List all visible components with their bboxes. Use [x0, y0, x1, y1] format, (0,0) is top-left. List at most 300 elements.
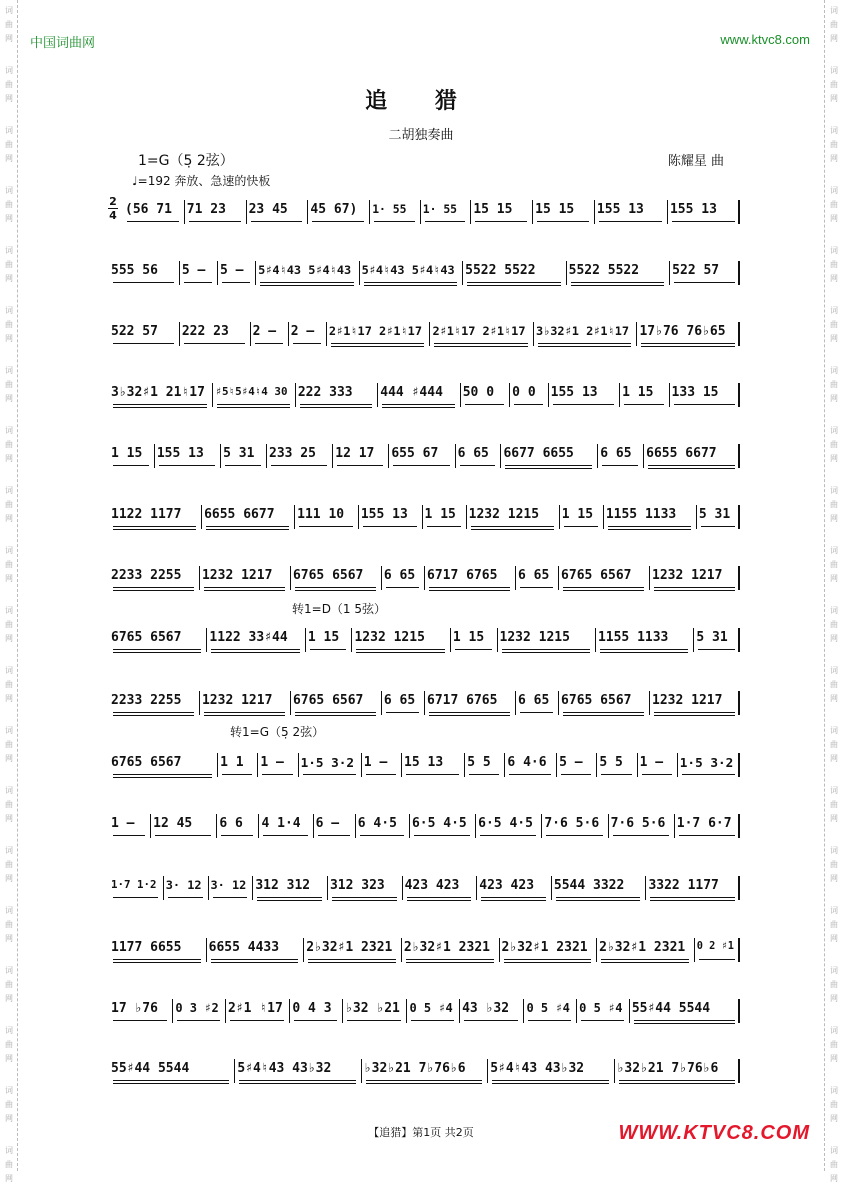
barline: [541, 814, 542, 838]
measure: 2♭32♯1 2321: [306, 940, 398, 968]
barline: [220, 444, 221, 468]
barline: [327, 876, 328, 900]
barline: [515, 566, 516, 590]
watermark-tile: 词 曲 网: [5, 966, 13, 1003]
barline: [649, 691, 650, 715]
measure: 2♯1 ♮17: [228, 1001, 286, 1029]
barline: [696, 505, 697, 529]
barline: [409, 814, 410, 838]
measure: 3· 12: [211, 878, 250, 906]
measure: 4 1·4: [261, 816, 309, 844]
barline: [596, 938, 597, 962]
measure: 1 –: [640, 755, 674, 783]
measure: 0 2 ♯1: [697, 940, 737, 968]
barline: [738, 444, 740, 468]
score-line: [108, 870, 740, 910]
barline: [163, 876, 164, 900]
barline: [359, 261, 360, 285]
barline: [509, 383, 510, 407]
measure: 6765 6567: [561, 568, 646, 596]
time-signature-bottom: 4: [109, 209, 117, 222]
barline: [208, 876, 209, 900]
barline: [355, 814, 356, 838]
composer: 陈耀星 曲: [667, 154, 724, 169]
measure: 6·5 4·5: [412, 816, 472, 844]
barline: [674, 814, 675, 838]
barline: [603, 505, 604, 529]
measure: 71 23: [187, 202, 243, 230]
measure: 5 –: [182, 263, 214, 291]
site-name-left: 中国词曲网: [30, 36, 96, 51]
barline: [476, 876, 477, 900]
site-logo: WWW.KTVC8.COM: [618, 1122, 810, 1144]
measure: 0 5 ♯4: [579, 1001, 626, 1029]
measure: 1232 1217: [202, 693, 287, 721]
barline: [369, 200, 370, 224]
barline: [326, 322, 327, 346]
measure: 1· 55: [423, 202, 468, 230]
barline: [455, 444, 456, 468]
measure: 23 45: [249, 202, 305, 230]
measure: 3322 1177: [648, 878, 737, 906]
watermark-tile: 词 曲 网: [5, 666, 13, 703]
measure: 43 ♭32: [462, 1001, 520, 1029]
barline: [629, 999, 630, 1023]
barline: [523, 999, 524, 1023]
measure: 15 15: [473, 202, 529, 230]
barline: [216, 814, 217, 838]
measure: 2♭32♯1 2321: [502, 940, 594, 968]
barline: [738, 383, 740, 407]
barline: [258, 814, 259, 838]
barline: [738, 691, 740, 715]
watermark-tile: 词 曲 网: [830, 1086, 838, 1123]
measure: 6677 6655: [503, 446, 594, 474]
watermark-tile: 词 曲 网: [830, 846, 838, 883]
measure: ♭32 ♭21: [345, 1001, 403, 1029]
watermark-tile: 词 曲 网: [5, 126, 13, 163]
watermark-tile: 词 曲 网: [5, 186, 13, 223]
barline: [637, 753, 638, 777]
barline: [290, 566, 291, 590]
measure: 222 333: [298, 385, 374, 413]
watermark-tile: 词 曲 网: [5, 1026, 13, 1063]
barline: [608, 814, 609, 838]
barline: [460, 383, 461, 407]
measure: 1· 55: [372, 202, 417, 230]
measure: 222 23: [182, 324, 247, 352]
measure: 15 15: [535, 202, 591, 230]
measure: 5522 5522: [569, 263, 667, 291]
barline: [556, 753, 557, 777]
measure: 17 ♭76: [111, 1001, 169, 1029]
barline: [459, 999, 460, 1023]
measure: 522 57: [672, 263, 737, 291]
barline: [184, 200, 185, 224]
barline: [667, 200, 668, 224]
barline: [252, 876, 253, 900]
measure: 12 17: [335, 446, 385, 474]
barline: [401, 753, 402, 777]
score-line: [108, 622, 740, 662]
barline: [313, 814, 314, 838]
watermark-tile: 词 曲 网: [5, 66, 13, 103]
modulation-to-d: 转1=D（1 5弦）: [292, 602, 387, 616]
barline: [551, 876, 552, 900]
barline: [388, 444, 389, 468]
barline: [738, 999, 740, 1023]
watermark-tile: 词 曲 网: [830, 126, 838, 163]
barline: [619, 383, 620, 407]
barline: [429, 322, 430, 346]
barline: [217, 753, 218, 777]
measure: 2233 2255: [111, 693, 196, 721]
barline: [217, 261, 218, 285]
measure: 1232 1217: [652, 693, 737, 721]
barline: [402, 876, 403, 900]
barline: [677, 753, 678, 777]
measure: 6 65: [384, 693, 421, 721]
barline: [464, 753, 465, 777]
measure: 111 10: [297, 507, 355, 535]
barline: [532, 200, 533, 224]
measure: 1177 6655: [111, 940, 203, 968]
barline: [738, 814, 740, 838]
measure: 0 4 3: [292, 1001, 339, 1029]
watermark-tile: 词 曲 网: [5, 426, 13, 463]
measure: 155 13: [361, 507, 419, 535]
measure: 6 6: [219, 816, 255, 844]
barline: [558, 691, 559, 715]
score-line: [108, 438, 740, 478]
barline: [199, 566, 200, 590]
watermark-tile: 词 曲 网: [830, 666, 838, 703]
watermark-tile: 词 曲 网: [5, 306, 13, 343]
watermark-tile: 词 曲 网: [830, 726, 838, 763]
score-line: [108, 194, 740, 234]
measure: 6 65: [600, 446, 640, 474]
barline: [738, 876, 740, 900]
measure: 6717 6765: [427, 568, 512, 596]
measure: 5 5: [599, 755, 633, 783]
measure: 5 –: [559, 755, 593, 783]
measure: 17♭76 76♭65: [639, 324, 737, 352]
barline: [669, 383, 670, 407]
measure: 5 –: [220, 263, 252, 291]
measure: 555 56: [111, 263, 176, 291]
measure: 2 –: [253, 324, 285, 352]
watermark-tile: 词 曲 网: [5, 6, 13, 43]
score-line: [108, 993, 740, 1033]
measure: 2♭32♯1 2321: [599, 940, 691, 968]
measure: 5♯4♮43 43♭32: [237, 1061, 357, 1089]
measure: 7·6 5·6: [611, 816, 671, 844]
watermark-tile: 词 曲 网: [830, 906, 838, 943]
barline: [738, 566, 740, 590]
measure: 6 4·6: [507, 755, 553, 783]
left-watermark-strip: [0, 0, 18, 1183]
barline: [694, 938, 695, 962]
score-line: [108, 499, 740, 539]
key-signature: 1=G（5̣ 2弦）: [138, 153, 234, 169]
watermark-tile: 词 曲 网: [830, 246, 838, 283]
barline: [500, 444, 501, 468]
measure: 1 15: [453, 630, 494, 658]
measure: 423 423: [405, 878, 474, 906]
right-watermark-strip: [824, 0, 842, 1183]
watermark-tile: 词 曲 网: [5, 606, 13, 643]
barline: [693, 628, 694, 652]
measure: 6765 6567: [561, 693, 646, 721]
time-signature-top: 2: [109, 195, 117, 208]
barline: [250, 322, 251, 346]
barline: [234, 1059, 235, 1083]
measure: 5♯4♮43 5♯4♮43: [258, 263, 356, 291]
barline: [298, 753, 299, 777]
measure: 5522 5522: [465, 263, 563, 291]
measure: 2♯1♮17 2♯1♮17: [329, 324, 427, 352]
measure: 0 5 ♯4: [409, 1001, 456, 1029]
measure: 6 65: [518, 568, 555, 596]
measure: 444 ♯444: [380, 385, 456, 413]
watermark-tile: 词 曲 网: [830, 606, 838, 643]
measure: 155 13: [551, 385, 616, 413]
barline: [738, 628, 740, 652]
measure: 6717 6765: [427, 693, 512, 721]
measure: 1 –: [111, 816, 147, 844]
barline: [499, 938, 500, 962]
measure: 155 13: [670, 202, 737, 230]
measure: 1 15: [562, 507, 600, 535]
barline: [559, 505, 560, 529]
barline: [307, 200, 308, 224]
measure: 133 15: [672, 385, 737, 413]
barline: [361, 1059, 362, 1083]
measure: 15 13: [404, 755, 461, 783]
measure: 5 5: [467, 755, 501, 783]
barline: [150, 814, 151, 838]
barline: [295, 383, 296, 407]
watermark-tile: 词 曲 网: [830, 546, 838, 583]
measure: (56 71: [125, 202, 181, 230]
measure: 1 15: [622, 385, 665, 413]
barline: [266, 444, 267, 468]
measure: 50 0: [463, 385, 506, 413]
score-line: [108, 808, 740, 848]
barline: [424, 691, 425, 715]
barline: [199, 691, 200, 715]
barline: [406, 999, 407, 1023]
watermark-tile: 词 曲 网: [5, 246, 13, 283]
barline: [533, 322, 534, 346]
watermark-tile: 词 曲 网: [830, 306, 838, 343]
barline: [475, 814, 476, 838]
measure: 5♯4♮43 43♭32: [490, 1061, 610, 1089]
barline: [201, 505, 202, 529]
measure: 522 57: [111, 324, 176, 352]
measure: 1 15: [111, 446, 151, 474]
measure: 5 31: [223, 446, 263, 474]
measure: 1232 1217: [202, 568, 287, 596]
barline: [179, 322, 180, 346]
watermark-tile: 词 曲 网: [830, 786, 838, 823]
barline: [558, 566, 559, 590]
page-footer: 【追猎】第1页 共2页: [368, 1126, 474, 1139]
measure: 1232 1215: [469, 507, 556, 535]
measure: 6765 6567: [293, 568, 378, 596]
barline: [206, 938, 207, 962]
barline: [288, 322, 289, 346]
measure: 6655 6677: [646, 446, 737, 474]
watermark-tile: 词 曲 网: [5, 906, 13, 943]
measure: 2♯1♮17 2♯1♮17: [432, 324, 530, 352]
barline: [645, 876, 646, 900]
barline: [212, 383, 213, 407]
measure: 1155 1133: [598, 630, 690, 658]
barline: [361, 753, 362, 777]
tempo-marking: ♩=192 奔放、急速的快板: [132, 174, 271, 188]
barline: [738, 505, 740, 529]
measure: 1232 1215: [500, 630, 592, 658]
barline: [332, 444, 333, 468]
watermark-tile: 词 曲 网: [5, 786, 13, 823]
barline: [289, 999, 290, 1023]
barline: [381, 566, 382, 590]
barline: [257, 753, 258, 777]
measure: 5544 3322: [554, 878, 643, 906]
barline: [225, 999, 226, 1023]
watermark-tile: 词 曲 网: [5, 486, 13, 523]
barline: [462, 261, 463, 285]
measure: 1232 1217: [652, 568, 737, 596]
watermark-tile: 词 曲 网: [5, 846, 13, 883]
watermark-tile: 词 曲 网: [830, 486, 838, 523]
watermark-tile: 词 曲 网: [5, 726, 13, 763]
time-signature: [108, 196, 118, 221]
measure: 6 65: [384, 568, 421, 596]
measure: 6 –: [316, 816, 352, 844]
measure: 55♯44 5544: [632, 1001, 737, 1029]
measure: 12 45: [153, 816, 213, 844]
watermark-tile: 词 曲 网: [830, 1026, 838, 1063]
barline: [738, 938, 740, 962]
measure: 1 15: [425, 507, 463, 535]
measure: 5♯4♮43 5♯4♮43: [362, 263, 460, 291]
measure: 0 5 ♯4: [526, 1001, 573, 1029]
barline: [401, 938, 402, 962]
barline: [548, 383, 549, 407]
measure: 423 423: [479, 878, 548, 906]
watermark-tile: 词 曲 网: [5, 1086, 13, 1123]
measure: 0 3 ♯2: [175, 1001, 222, 1029]
measure: ♭32♭21 7♭76♭6: [364, 1061, 484, 1089]
watermark-tile: 词 曲 网: [5, 546, 13, 583]
barline: [576, 999, 577, 1023]
barline: [738, 261, 740, 285]
barline: [738, 753, 740, 777]
measure: 3♭32♯1 21♮17: [111, 385, 209, 413]
score-line: [108, 1053, 740, 1093]
barline: [470, 200, 471, 224]
measure: 1·7 1·2: [111, 878, 160, 906]
barline: [597, 444, 598, 468]
barline: [594, 200, 595, 224]
measure: 2 –: [291, 324, 323, 352]
song-title: 追 猎: [365, 89, 477, 114]
measure: ♯5♮5♯4♮4 30: [215, 385, 291, 413]
barline: [422, 505, 423, 529]
measure: 1 –: [260, 755, 294, 783]
measure: 655 67: [391, 446, 451, 474]
barline: [206, 628, 207, 652]
barline: [738, 200, 740, 224]
barline: [450, 628, 451, 652]
barline: [290, 691, 291, 715]
measure: 6655 6677: [204, 507, 291, 535]
barline: [424, 566, 425, 590]
measure: 1122 33♯44: [209, 630, 301, 658]
measure: 3♭32♯1 2♯1♮17: [536, 324, 634, 352]
barline: [351, 628, 352, 652]
barline: [636, 322, 637, 346]
measure: 2233 2255: [111, 568, 196, 596]
measure: 55♯44 5544: [111, 1061, 231, 1089]
measure: 155 13: [157, 446, 217, 474]
score-line: [108, 685, 740, 725]
barline: [669, 261, 670, 285]
song-subtitle: 二胡独奏曲: [388, 128, 454, 143]
watermark-tile: 词 曲 网: [830, 6, 838, 43]
barline: [738, 322, 740, 346]
watermark-tile: 词 曲 网: [830, 66, 838, 103]
measure: 1·5 3·2: [680, 755, 737, 783]
barline: [649, 566, 650, 590]
measure: 1232 1215: [354, 630, 446, 658]
barline: [497, 628, 498, 652]
measure: 6·5 4·5: [478, 816, 538, 844]
measure: 2♭32♯1 2321: [404, 940, 496, 968]
measure: 1 –: [364, 755, 398, 783]
measure: 45 67): [310, 202, 366, 230]
barline: [303, 938, 304, 962]
barline: [487, 1059, 488, 1083]
watermark-tile: 词 曲 网: [830, 966, 838, 1003]
modulation-to-g: 转1=G（5̣ 2弦）: [230, 725, 325, 739]
score-line: [108, 316, 740, 356]
measure: 155 13: [597, 202, 664, 230]
watermark-tile: 词 曲 网: [830, 186, 838, 223]
barline: [738, 1059, 740, 1083]
measure: 1 1: [220, 755, 254, 783]
measure: 3· 12: [166, 878, 205, 906]
measure: 6765 6567: [111, 755, 214, 783]
barline: [614, 1059, 615, 1083]
barline: [294, 505, 295, 529]
barline: [377, 383, 378, 407]
measure: 1·7 6·7: [677, 816, 737, 844]
site-url-right: www.ktvc8.com: [720, 32, 810, 47]
score-line: [108, 255, 740, 295]
score-line: [108, 377, 740, 417]
barline: [595, 628, 596, 652]
barline: [179, 261, 180, 285]
watermark-tile: 词 曲 网: [5, 366, 13, 403]
barline: [596, 753, 597, 777]
measure: 5 31: [699, 507, 737, 535]
measure: 6655 4433: [209, 940, 301, 968]
measure: 233 25: [269, 446, 329, 474]
barline: [246, 200, 247, 224]
